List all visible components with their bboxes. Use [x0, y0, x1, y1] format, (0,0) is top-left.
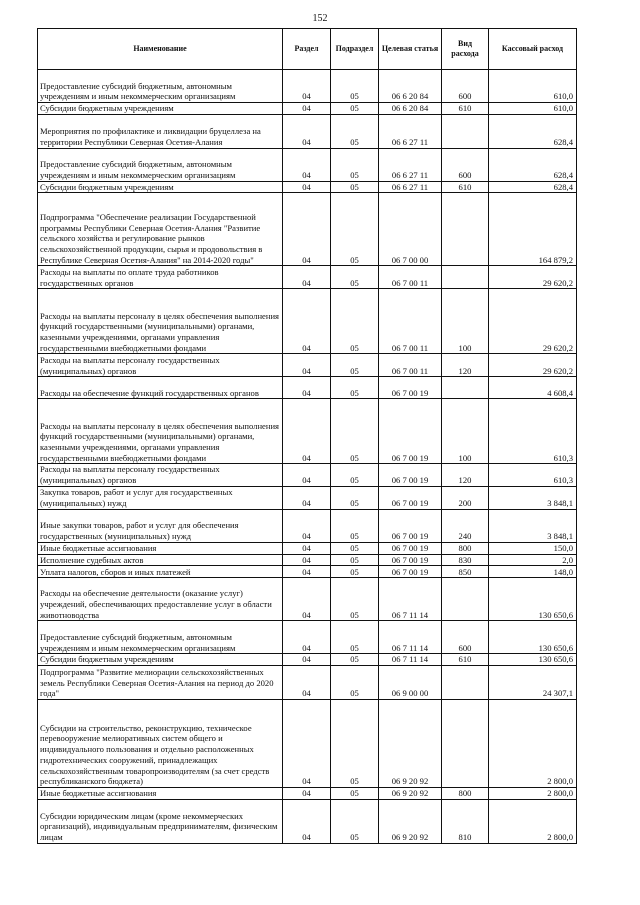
header-expense: Вид расхода [442, 29, 489, 70]
cell-subsection: 05 [331, 566, 379, 578]
table-row [38, 621, 577, 654]
cell-name: Субсидии бюджетным учреждениям [38, 103, 283, 115]
cell-section: 04 [283, 114, 331, 148]
cell-target: 06 9 20 92 [379, 787, 442, 799]
cell-target: 06 6 27 11 [379, 114, 442, 148]
cell-target: 06 9 20 92 [379, 699, 442, 787]
cell-target: 06 7 11 14 [379, 578, 442, 621]
cell-target: 06 7 00 19 [379, 566, 442, 578]
cell-section: 04 [283, 665, 331, 699]
cell-amount: 610,3 [489, 399, 577, 464]
table-row [38, 566, 577, 578]
cell-target: 06 7 00 19 [379, 554, 442, 566]
cell-name: Расходы на обеспечение функций государственных органов [38, 377, 283, 399]
header-target: Целевая статья [379, 29, 442, 70]
cell-amount: 3 848,1 [489, 509, 577, 542]
cell-target: 06 9 20 92 [379, 799, 442, 843]
cell-amount: 4 608,4 [489, 377, 577, 399]
table-row [38, 542, 577, 554]
cell-target: 06 7 11 14 [379, 621, 442, 654]
cell-amount: 628,4 [489, 181, 577, 193]
cell-subsection: 05 [331, 181, 379, 193]
cell-amount: 29 620,2 [489, 354, 577, 377]
cell-subsection: 05 [331, 148, 379, 181]
cell-section: 04 [283, 103, 331, 115]
cell-subsection: 05 [331, 354, 379, 377]
cell-section: 04 [283, 354, 331, 377]
cell-name: Исполнение судебных актов [38, 554, 283, 566]
cell-name: Закупка товаров, работ и услуг для государственных (муниципальных) нужд [38, 486, 283, 509]
cell-name: Иные закупки товаров, работ и услуг для обеспечения государственных (муниципальных) нужд [38, 509, 283, 542]
cell-section: 04 [283, 181, 331, 193]
table-row [38, 181, 577, 193]
cell-expense: 600 [442, 621, 489, 654]
cell-target: 06 7 00 00 [379, 193, 442, 266]
cell-section: 04 [283, 621, 331, 654]
cell-section: 04 [283, 509, 331, 542]
table-row [38, 486, 577, 509]
cell-subsection: 05 [331, 554, 379, 566]
cell-target: 06 7 11 14 [379, 654, 442, 666]
table-row [38, 114, 577, 148]
cell-section: 04 [283, 486, 331, 509]
expense-table [37, 28, 577, 844]
cell-expense: 850 [442, 566, 489, 578]
cell-subsection: 05 [331, 103, 379, 115]
cell-target: 06 6 20 84 [379, 70, 442, 103]
cell-amount: 2 800,0 [489, 787, 577, 799]
cell-subsection: 05 [331, 486, 379, 509]
cell-expense: 610 [442, 103, 489, 115]
cell-expense [442, 578, 489, 621]
cell-name: Предоставление субсидий бюджетным, автономным учреждениям и иным некоммерческим организациям [38, 621, 283, 654]
cell-target: 06 7 00 19 [379, 542, 442, 554]
cell-section: 04 [283, 399, 331, 464]
cell-expense [442, 266, 489, 289]
cell-section: 04 [283, 266, 331, 289]
cell-expense: 800 [442, 787, 489, 799]
cell-section: 04 [283, 554, 331, 566]
cell-amount: 130 650,6 [489, 654, 577, 666]
cell-section: 04 [283, 566, 331, 578]
cell-name: Расходы на выплаты по оплате труда работников государственных органов [38, 266, 283, 289]
cell-section: 04 [283, 193, 331, 266]
cell-section: 04 [283, 787, 331, 799]
cell-amount: 130 650,6 [489, 578, 577, 621]
cell-amount: 148,0 [489, 566, 577, 578]
header-amount: Кассовый расход [489, 29, 577, 70]
cell-subsection: 05 [331, 509, 379, 542]
cell-amount: 610,0 [489, 103, 577, 115]
cell-name: Уплата налогов, сборов и иных платежей [38, 566, 283, 578]
cell-amount: 2 800,0 [489, 799, 577, 843]
cell-name: Подпрограмма "Развитие мелиорации сельскохозяйственных земель Республики Северная Осетия-Алания на период до 2020 года" [38, 665, 283, 699]
cell-expense: 600 [442, 70, 489, 103]
table-row [38, 103, 577, 115]
cell-section: 04 [283, 699, 331, 787]
cell-target: 06 7 00 11 [379, 266, 442, 289]
cell-amount: 29 620,2 [489, 266, 577, 289]
table-row [38, 289, 577, 354]
cell-subsection: 05 [331, 578, 379, 621]
cell-expense [442, 193, 489, 266]
cell-expense: 600 [442, 148, 489, 181]
cell-expense: 610 [442, 181, 489, 193]
cell-name: Расходы на выплаты персоналу в целях обеспечения выполнения функций государственными (муниципальными) органами, казенными учреждениями, органами управления государственными внебюджетными фондами [38, 399, 283, 464]
cell-amount: 628,4 [489, 148, 577, 181]
cell-amount: 610,0 [489, 70, 577, 103]
cell-subsection: 05 [331, 266, 379, 289]
cell-target: 06 6 20 84 [379, 103, 442, 115]
table-row [38, 699, 577, 787]
cell-name: Субсидии юридическим лицам (кроме некоммерческих организаций), индивидуальным предпринимателям, физическим лицам [38, 799, 283, 843]
cell-expense: 200 [442, 486, 489, 509]
cell-section: 04 [283, 464, 331, 486]
table-row [38, 787, 577, 799]
cell-subsection: 05 [331, 464, 379, 486]
cell-name: Расходы на выплаты персоналу государственных (муниципальных) органов [38, 354, 283, 377]
cell-expense [442, 665, 489, 699]
cell-expense: 120 [442, 354, 489, 377]
table-row [38, 799, 577, 843]
cell-section: 04 [283, 289, 331, 354]
cell-name: Подпрограмма "Обеспечение реализации Государственной программы Республики Северная Осетия-Алания "Развитие сельского хозяйства и регулирование рынков сельскохозяйственной продукции, сырья и продовольствия в Республике Северная Осетия-Алания" на 2014-2020 годы" [38, 193, 283, 266]
table-row [38, 399, 577, 464]
table-row [38, 354, 577, 377]
cell-expense: 240 [442, 509, 489, 542]
cell-amount: 29 620,2 [489, 289, 577, 354]
cell-expense: 100 [442, 289, 489, 354]
cell-subsection: 05 [331, 654, 379, 666]
cell-amount: 610,3 [489, 464, 577, 486]
table-row [38, 377, 577, 399]
cell-section: 04 [283, 377, 331, 399]
cell-name: Расходы на выплаты персоналу в целях обеспечения выполнения функций государственными (муниципальными) органами, казенными учреждениями, органами управления государственными внебюджетными фондами [38, 289, 283, 354]
cell-expense: 100 [442, 399, 489, 464]
table-row [38, 665, 577, 699]
table-row [38, 70, 577, 103]
table-row [38, 193, 577, 266]
cell-expense: 800 [442, 542, 489, 554]
cell-subsection: 05 [331, 799, 379, 843]
table-row [38, 464, 577, 486]
table-row [38, 148, 577, 181]
cell-name: Иные бюджетные ассигнования [38, 542, 283, 554]
cell-target: 06 6 27 11 [379, 148, 442, 181]
cell-amount: 3 848,1 [489, 486, 577, 509]
cell-name: Предоставление субсидий бюджетным, автономным учреждениям и иным некоммерческим организациям [38, 70, 283, 103]
cell-name: Субсидии бюджетным учреждениям [38, 654, 283, 666]
cell-target: 06 7 00 19 [379, 377, 442, 399]
cell-name: Иные бюджетные ассигнования [38, 787, 283, 799]
cell-subsection: 05 [331, 399, 379, 464]
cell-name: Субсидии на строительство, реконструкцию, техническое перевооружение мелиоративных систем общего и индивидуального пользования и отдельно расположенных гидротехнических сооружений, принадлежащих сельскохозяйственным товаропроизводителям (за счет средств республиканского бюджета) [38, 699, 283, 787]
table-row [38, 554, 577, 566]
cell-subsection: 05 [331, 787, 379, 799]
cell-amount: 628,4 [489, 114, 577, 148]
cell-subsection: 05 [331, 193, 379, 266]
cell-target: 06 7 00 11 [379, 289, 442, 354]
cell-subsection: 05 [331, 542, 379, 554]
page-number: 152 [312, 13, 328, 24]
cell-subsection: 05 [331, 114, 379, 148]
cell-expense [442, 377, 489, 399]
cell-target: 06 6 27 11 [379, 181, 442, 193]
cell-subsection: 05 [331, 70, 379, 103]
cell-name: Субсидии бюджетным учреждениям [38, 181, 283, 193]
cell-subsection: 05 [331, 699, 379, 787]
cell-target: 06 7 00 19 [379, 464, 442, 486]
cell-amount: 164 879,2 [489, 193, 577, 266]
cell-subsection: 05 [331, 289, 379, 354]
cell-amount: 2 800,0 [489, 699, 577, 787]
header-name: Наименование [38, 29, 283, 70]
cell-expense [442, 699, 489, 787]
cell-name: Расходы на обеспечение деятельности (оказание услуг) учреждений, обеспечивающих предоставление услуг в области животноводства [38, 578, 283, 621]
cell-section: 04 [283, 542, 331, 554]
cell-section: 04 [283, 654, 331, 666]
cell-amount: 24 307,1 [489, 665, 577, 699]
cell-target: 06 7 00 19 [379, 486, 442, 509]
cell-amount: 130 650,6 [489, 621, 577, 654]
cell-name: Предоставление субсидий бюджетным, автономным учреждениям и иным некоммерческим организациям [38, 148, 283, 181]
cell-name: Расходы на выплаты персоналу государственных (муниципальных) органов [38, 464, 283, 486]
cell-section: 04 [283, 799, 331, 843]
cell-expense: 120 [442, 464, 489, 486]
cell-subsection: 05 [331, 377, 379, 399]
table-header-row [38, 29, 577, 70]
cell-expense [442, 114, 489, 148]
cell-section: 04 [283, 578, 331, 621]
cell-amount: 150,0 [489, 542, 577, 554]
table-row [38, 266, 577, 289]
cell-section: 04 [283, 70, 331, 103]
table-row [38, 654, 577, 666]
cell-target: 06 7 00 11 [379, 354, 442, 377]
cell-amount: 2,0 [489, 554, 577, 566]
table-row [38, 509, 577, 542]
cell-expense: 610 [442, 654, 489, 666]
cell-name: Мероприятия по профилактике и ликвидации бруцеллеза на территории Республики Северная Осетия-Алания [38, 114, 283, 148]
table-row [38, 578, 577, 621]
cell-target: 06 9 00 00 [379, 665, 442, 699]
header-subsection: Подраздел [331, 29, 379, 70]
cell-target: 06 7 00 19 [379, 509, 442, 542]
cell-section: 04 [283, 148, 331, 181]
cell-expense: 810 [442, 799, 489, 843]
cell-expense: 830 [442, 554, 489, 566]
cell-subsection: 05 [331, 665, 379, 699]
cell-subsection: 05 [331, 621, 379, 654]
header-section: Раздел [283, 29, 331, 70]
cell-target: 06 7 00 19 [379, 399, 442, 464]
